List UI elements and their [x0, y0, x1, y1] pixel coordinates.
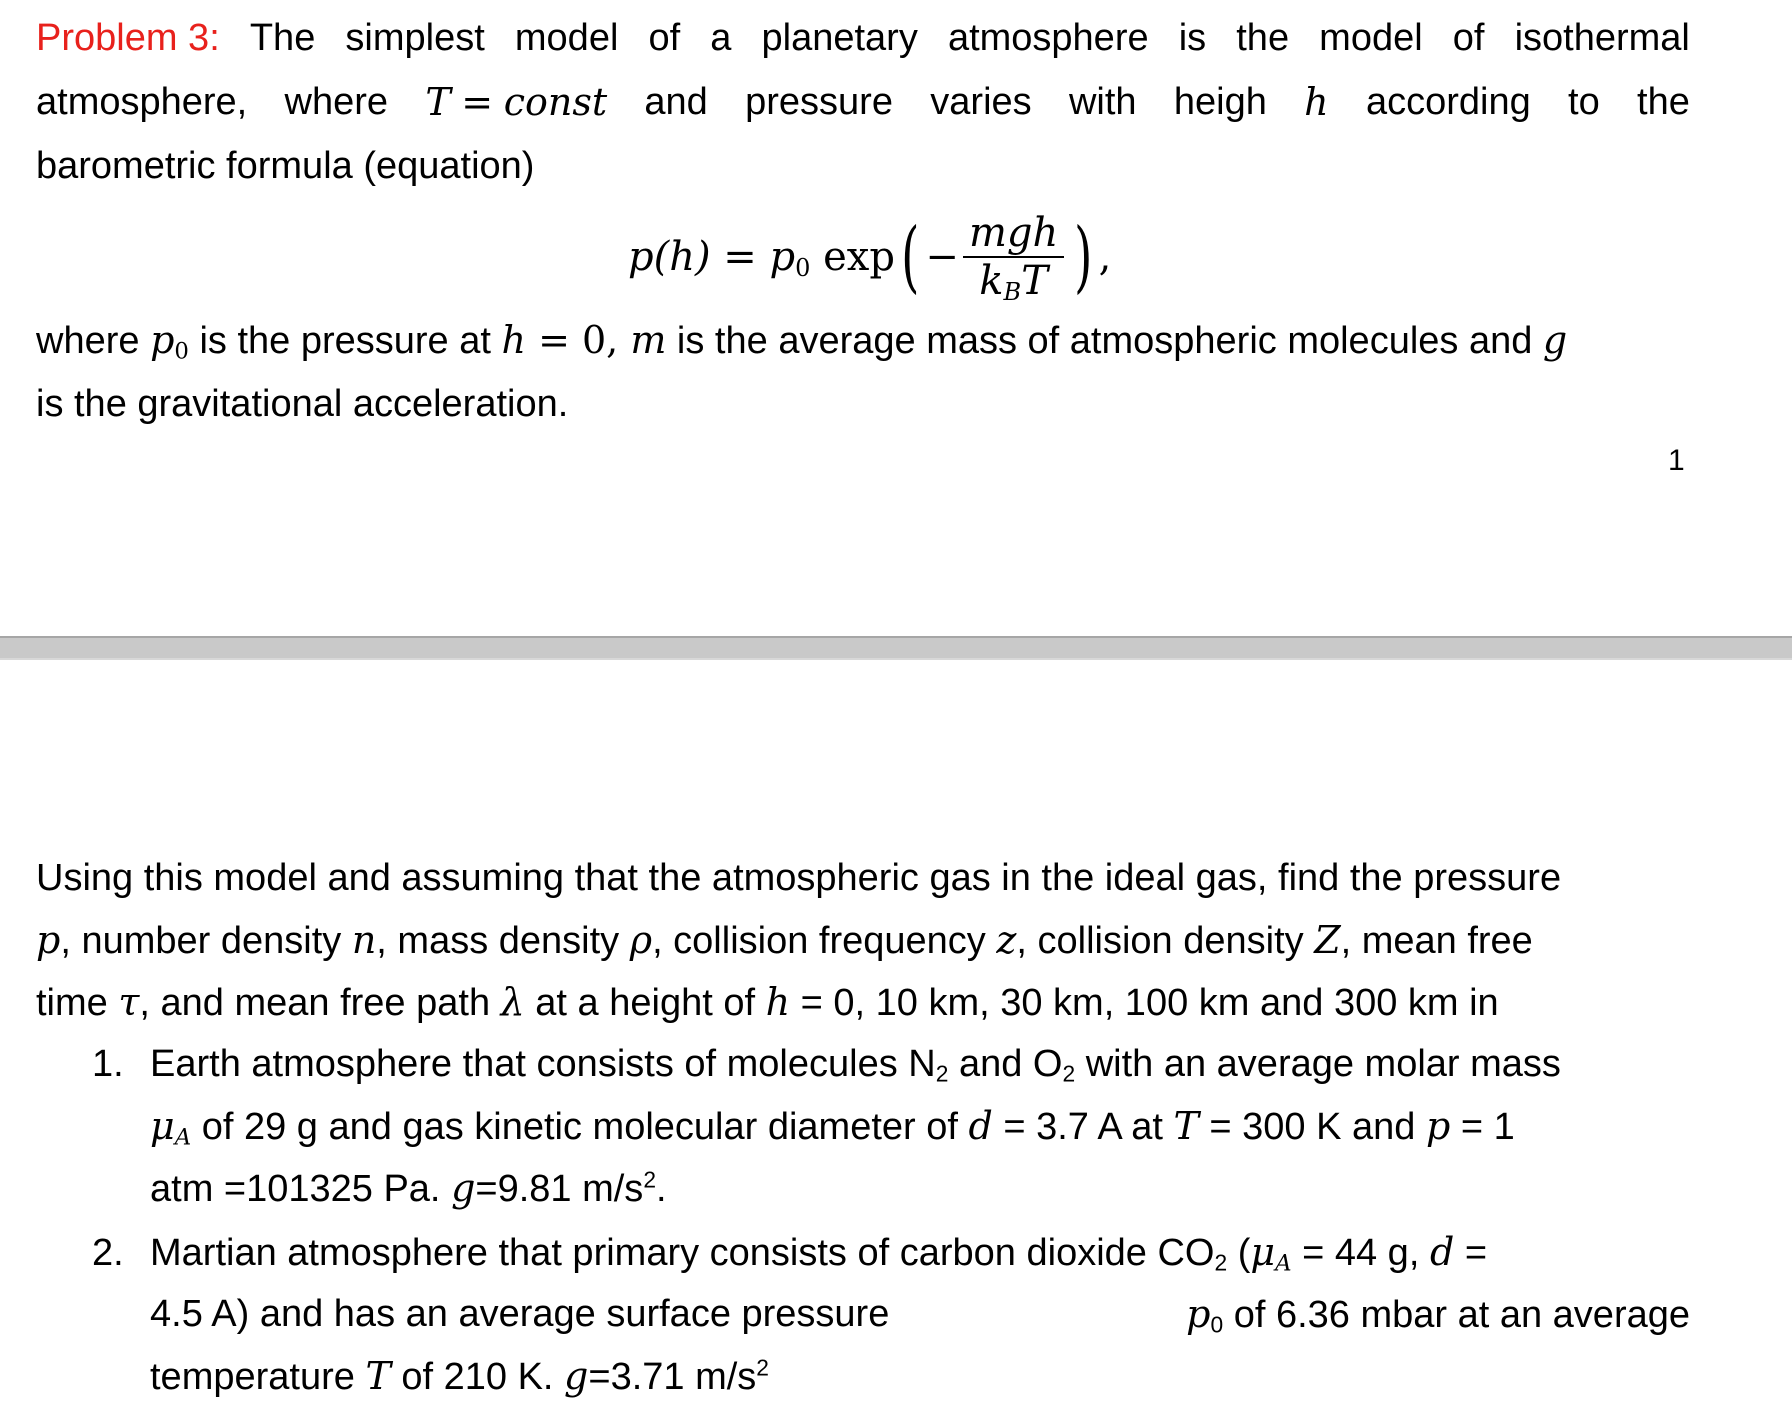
equation-p0: $p_0$ — [769, 234, 811, 282]
where-line-1: where $p_0$ is the pressure at h = 0, m is the average mass of atmospheric molecules and g — [36, 318, 1568, 365]
intro-word: the — [1637, 81, 1690, 123]
equation-minus: − — [925, 234, 959, 280]
list-item-1-line-3: atm =101325 Pa. g=9.81 $m/s^2$. — [150, 1166, 667, 1210]
math-h: h — [1304, 80, 1329, 124]
problem-label: Problem 3: — [36, 17, 220, 59]
intro-word: according — [1365, 81, 1531, 123]
equation-fraction — [963, 210, 1064, 304]
page-1 — [0, 0, 1792, 636]
where-line-2: is the gravitational acceleration. — [36, 383, 569, 425]
list-number: 2. — [92, 1232, 124, 1274]
equation-exp: exp — [810, 234, 895, 280]
right-paren: ) — [1074, 212, 1093, 302]
intro-word: where — [284, 81, 389, 123]
intro-word: of — [1452, 17, 1485, 59]
page-separator — [0, 636, 1792, 660]
intro-word: with — [1068, 81, 1137, 123]
problem-intro-line-1 — [36, 16, 1690, 60]
math-h: h — [501, 318, 526, 362]
intro-word: a — [710, 17, 732, 59]
math-m: m — [630, 318, 667, 362]
equation-comma: , — [1098, 234, 1112, 280]
list-number: 1. — [92, 1043, 124, 1085]
list-item-2-line-1: 2. Martian atmosphere that primary consists of carbon dioxide $CO_2$ ($\mu_A = 44$ g, d = — [92, 1230, 1488, 1277]
intro-word: model — [514, 17, 619, 59]
intro-word: heigh — [1173, 81, 1267, 123]
intro-word: of — [648, 17, 681, 59]
list-item-2-line-3: temperature T of 210 K. g=3.71 $m/s^2$ — [150, 1354, 769, 1398]
barometric-equation — [628, 202, 1111, 312]
intro-word: and — [644, 81, 708, 123]
intro-word: atmosphere — [947, 17, 1149, 59]
intro-word: planetary — [761, 17, 918, 59]
page-2 — [0, 660, 1792, 1416]
intro-word: is — [1178, 17, 1207, 59]
intro-word: isothermal — [1514, 17, 1690, 59]
problem-intro-line-3: barometric formula (equation) — [36, 145, 535, 187]
math-const: const — [503, 80, 608, 124]
list-item-1-line-1: 1. Earth atmosphere that consists of molecules $N_2$ and $O_2$ with an average molar mass — [92, 1043, 1561, 1087]
intro-word: simplest — [345, 17, 485, 59]
intro-word: model — [1319, 17, 1423, 59]
intro-word: atmosphere, — [36, 81, 248, 123]
intro-word: to — [1568, 81, 1600, 123]
left-paren: ( — [901, 212, 920, 302]
fraction-denominator: $k_BT$ — [979, 258, 1048, 306]
intro-word: the — [1236, 17, 1290, 59]
task-line-1: Using this model and assuming that the atmospheric gas in the ideal gas, find the pressure — [36, 857, 1562, 899]
list-item-2-line-2: 4.5 A) and has an average surface pressure $p_0$ of 6.36 mbar at an average — [150, 1292, 1690, 1338]
equation-lhs: p(h) = — [628, 234, 770, 280]
math-equals: = — [461, 80, 494, 124]
math-p0: $p_0$ — [150, 318, 189, 365]
math-T: T — [425, 80, 451, 124]
intro-word: varies — [930, 81, 1032, 123]
task-line-3: time τ, and mean free path λ at a height of h = 0, 10 km, 30 km, 100 km and 300 km in — [36, 980, 1499, 1024]
intro-word: The — [249, 17, 316, 59]
task-line-2: p, number density n, mass density ρ, collision frequency z, collision density Z, mean free — [36, 918, 1533, 962]
intro-word: pressure — [745, 81, 893, 123]
fraction-numerator: mgh — [968, 210, 1059, 256]
problem-intro-line-2 — [36, 80, 1690, 125]
math-g: g — [1542, 318, 1568, 362]
list-item-1-line-2: $\mu_A$ of 29 g and gas kinetic molecular diameter of d = 3.7 A at T = 300 K and p = 1 — [150, 1104, 1515, 1151]
page-number: 1 — [1668, 444, 1685, 477]
